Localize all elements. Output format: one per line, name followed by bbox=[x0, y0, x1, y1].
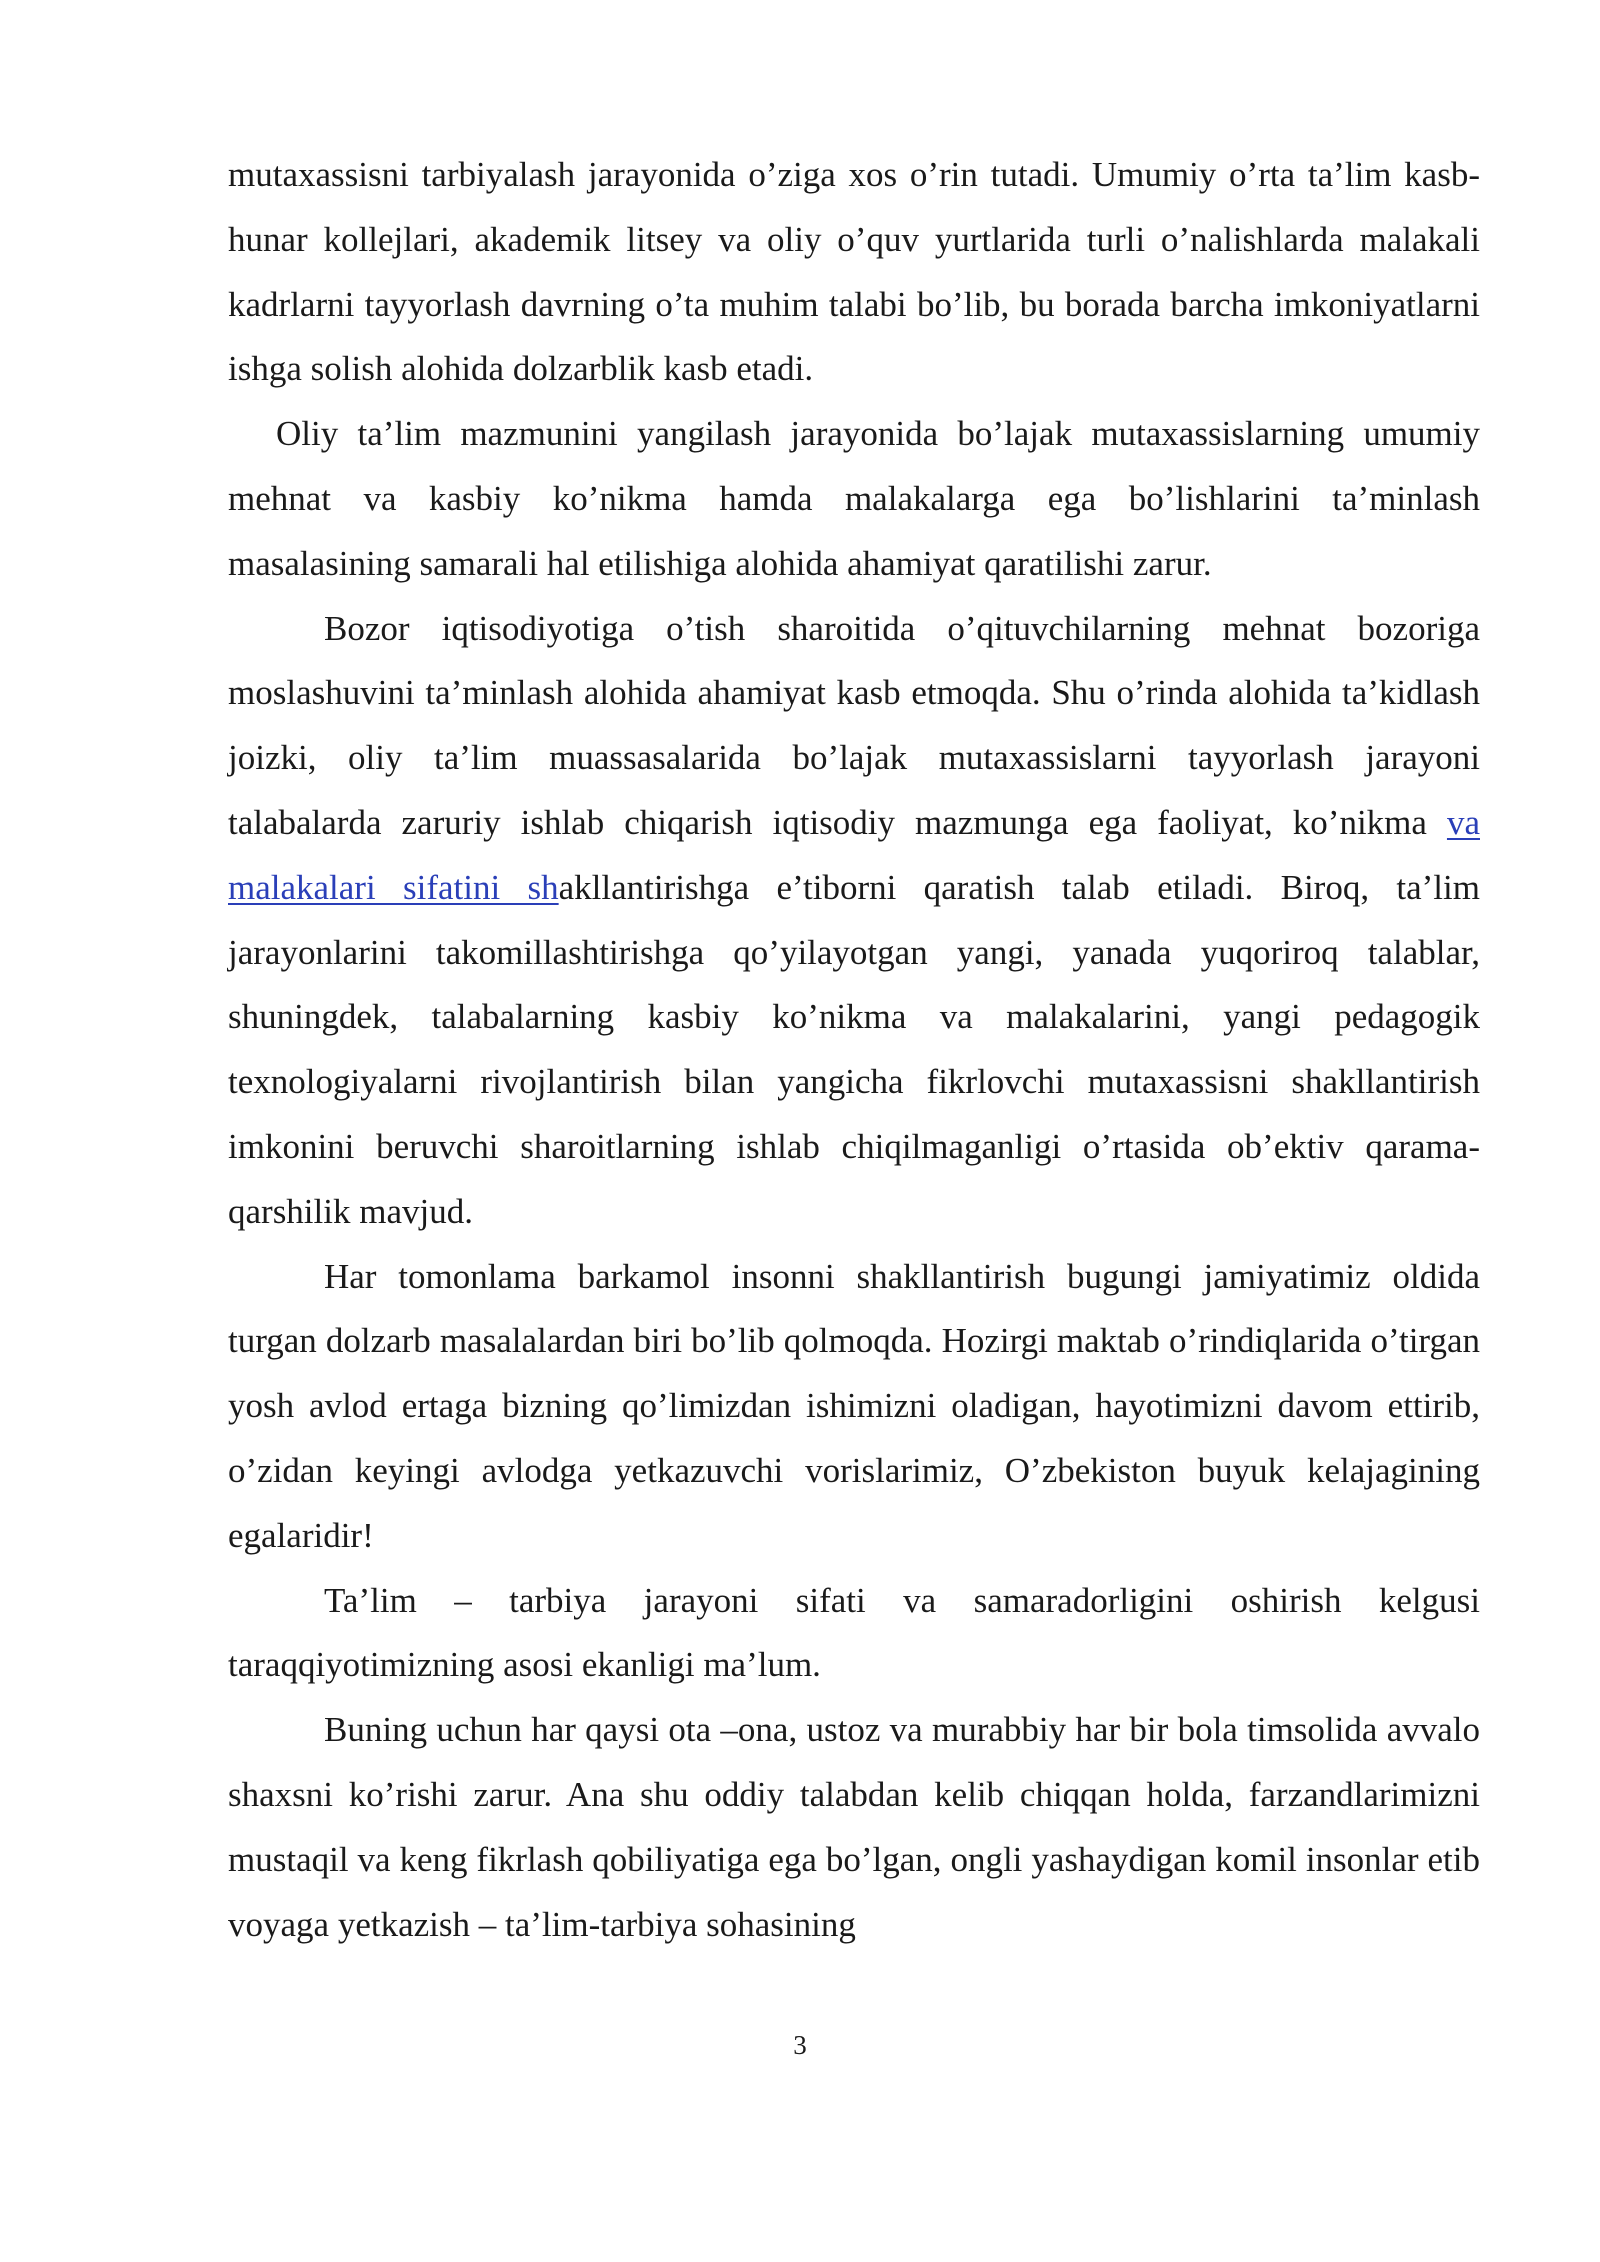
paragraph-2: Oliy ta’lim mazmunini yangilash jarayonida bo’lajak mutaxassislarning umumiy mehnat va kasbiy ko’nikma hamda malakalarga ega bo’lishlarini ta’minlash masalasining samarali hal etilishiga alohida ahamiyat qaratilishi zarur. bbox=[228, 414, 1480, 583]
paragraph-4: Har tomonlama barkamol insonni shakllantirish bugungi jamiyatimiz oldida turgan dolzarb masalalardan biri bo’lib qolmoqda. Hozirgi maktab o’rindiqlarida o’tirgan yosh avlod ertaga bizning qo’limizdan ishimizni oladigan, hayotimizni davom ettirib, o’zidan keyingi avlodga yetkazuvchi vorislarimiz, O’zbekiston buyuk kelajagining egalaridir! bbox=[228, 1256, 1480, 1555]
body-text bbox=[228, 143, 1480, 1957]
paragraph-1: mutaxassisni tarbiyalash jarayonida o’ziga xos o’rin tutadi. Umumiy o’rta ta’lim kasb-hunar kollejlari, akademik litsey va oliy o’quv yurtlarida turli o’nalishlarda malakali kadrlarni tayyorlash davrning o’ta muhim talabi bo’lib, bu borada barcha imkoniyatlarni ishga solish alohida dolzarblik kasb etadi. bbox=[228, 155, 1480, 389]
paragraph-3-text-after: akllantirishga e’tiborni qaratish talab etiladi. Biroq, ta’lim jarayonlarini takomillashtirishga qo’yilayotgan yangi, yanada yuqoriroq talablar, shuningdek, talabalarning kasbiy ko’nikma va malakalarini, yangi pedagogik texnologiyalarni rivojlantirish bilan yangicha fikrlovchi mutaxassisni shakllantirish imkonini beruvchi sharoitlarning ishlab chiqilmaganligi o’rtasida ob’ektiv qarama-qarshilik mavjud. bbox=[228, 867, 1480, 1231]
paragraph-5: Ta’lim – tarbiya jarayoni sifati va samaradorligini oshirish kelgusi taraqqiyotimizning asosi ekanligi ma’lum. bbox=[228, 1580, 1480, 1685]
hyperlink[interactable]: va malakalari sifatini sh bbox=[228, 802, 1480, 907]
paragraph-3-text-before: Bozor iqtisodiyotiga o’tish sharoitida o’qituvchilarning mehnat bozoriga moslashuvini ta’minlash alohida ahamiyat kasb etmoqda. Shu o’rinda alohida ta’kidlash joizki, oliy ta’lim muassasalarida bo’lajak mutaxassislarni tayyorlash jarayoni talabalarda zaruriy ishlab chiqarish iqtisodiy mazmunga ega faoliyat, ko’nikma bbox=[228, 608, 1480, 842]
page-number: 3 bbox=[793, 2030, 807, 2060]
paragraph-3 bbox=[228, 597, 1480, 1245]
paragraph-6: Buning uchun har qaysi ota –ona, ustoz va murabbiy har bir bola timsolida avvalo shaxsni ko’rishi zarur. Ana shu oddiy talabdan kelib chiqqan holda, farzandlarimizni mustaqil va keng fikrlash qobiliyatiga ega bo’lgan, ongli yashaydigan komil insonlar etib voyaga yetkazish – ta’lim-tarbiya sohasining bbox=[228, 1710, 1480, 1944]
